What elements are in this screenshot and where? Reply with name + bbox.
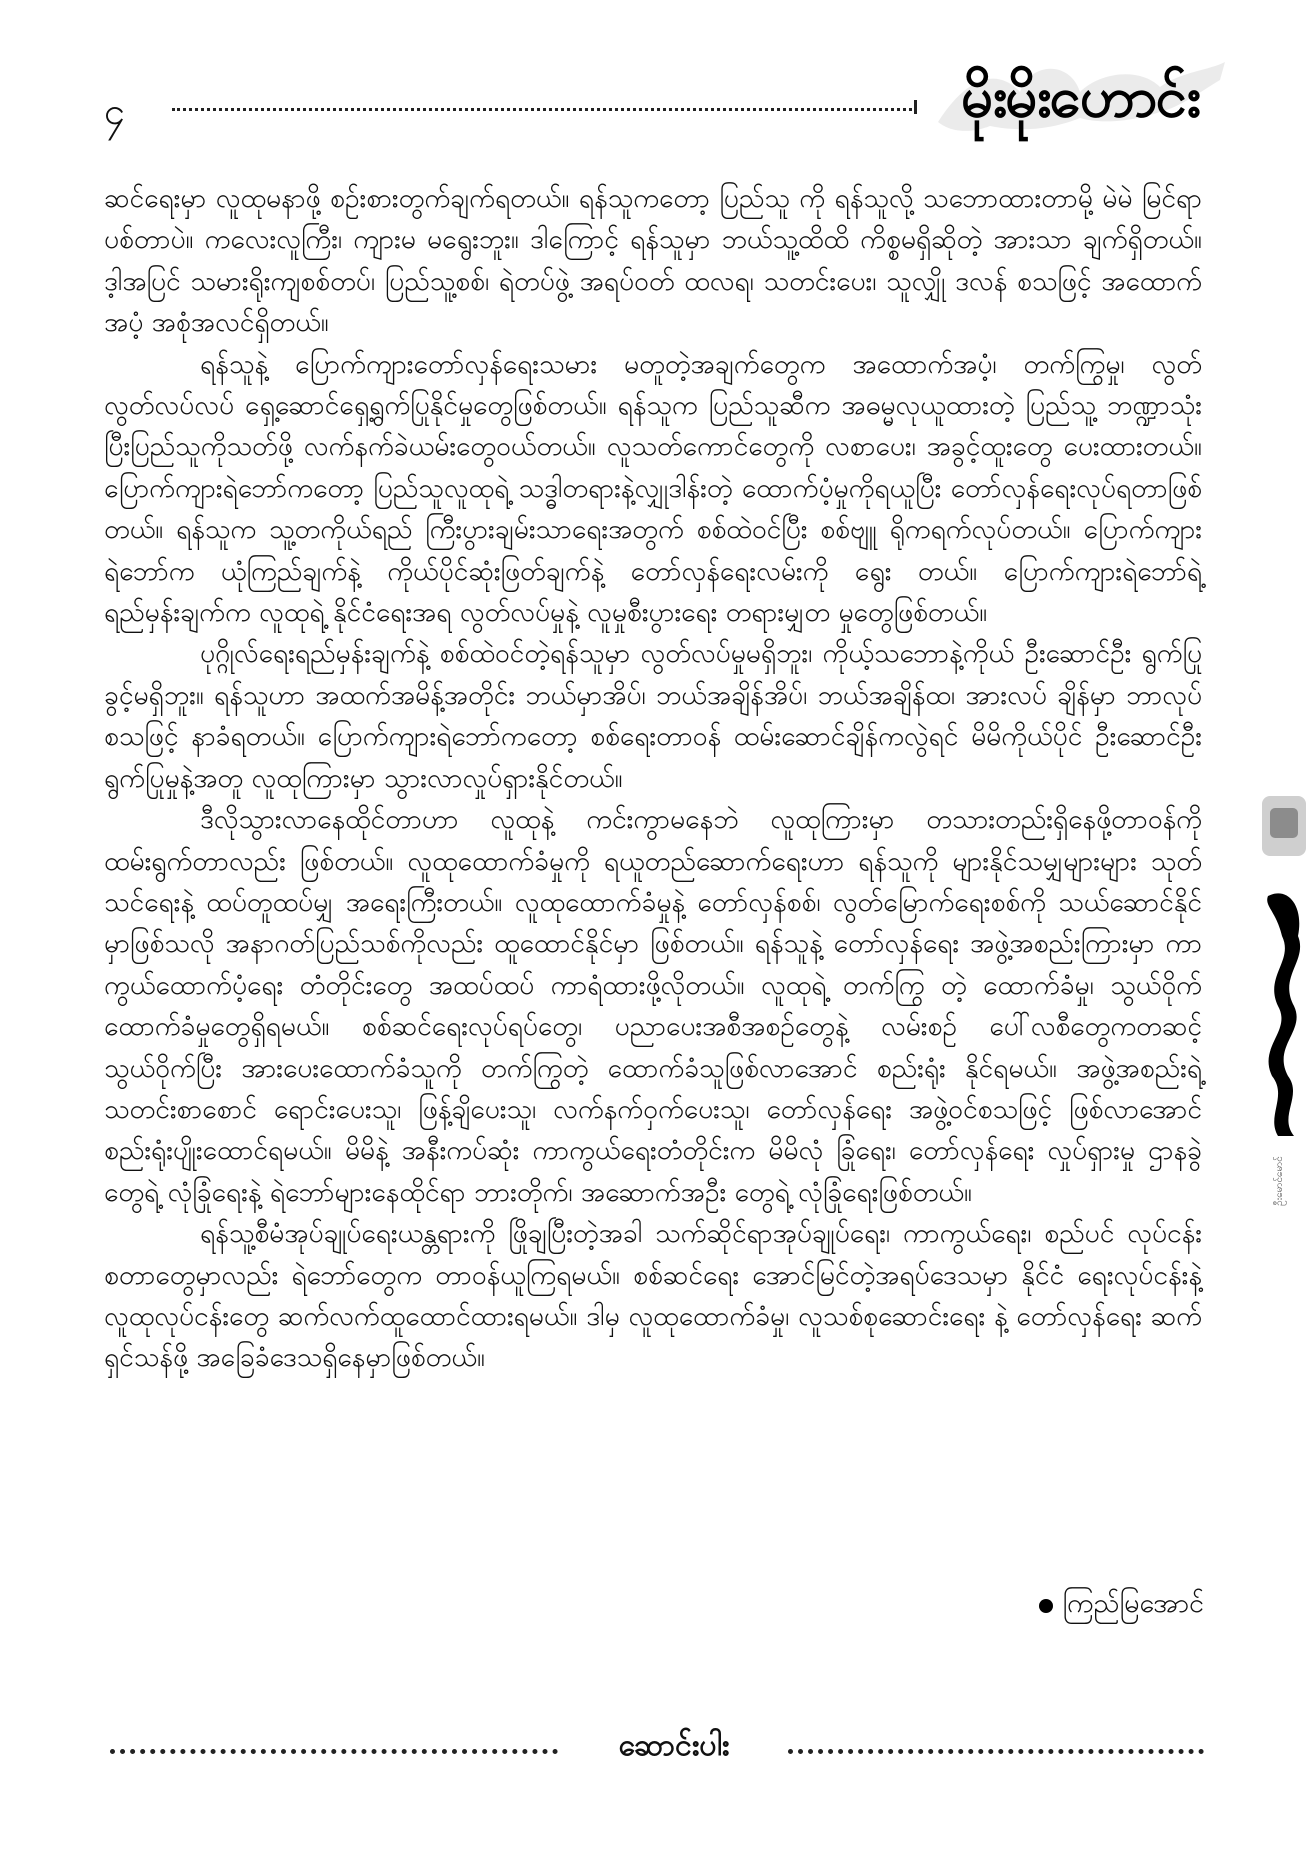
- author-byline: [1039, 1586, 1205, 1626]
- side-logo-text: ဦးမောင်မောင်: [1274, 1156, 1285, 1206]
- header-rule-end: [914, 100, 917, 114]
- masthead-logo: [930, 52, 1230, 142]
- footer-dotted-rule-right: [788, 1749, 1204, 1754]
- article-paragraph: ဆင်ရေးမှာ လူထုမနာဖို့ စဉ်းစားတွက်ချက်ရတယ်။ ရန်သူကတော့ ပြည်သူ ကို ရန်သူလို့ သဘောထားတာမို့ မဲမဲ မြင်ရာပစ်တာပဲ။ ကလေးလူကြီး၊ ကျားမ မရွေးဘူး။ ဒါကြောင့် ရန်သူမှာ ဘယ်သူ့ထိထိ ကိစ္စမရှိဆိုတဲ့ အားသာ ချက်ရှိတယ်။ ဒ့ါအပြင် သမားရိုးကျစစ်တပ်၊ ပြည်သူ့စစ်၊ ရဲတပ်ဖွဲ့ အရပ်ဝတ် ထလရ၊ သတင်းပေး၊ သူလျှို ဒလန် စသဖြင့် အထောက်အပံ့ အစုံအလင်ရှိတယ်။: [104, 183, 1202, 339]
- article-paragraph: ပုဂ္ဂိုလ်ရေးရည်မှန်းချက်နဲ့ စစ်ထဲဝင်တဲ့ရန်သူမှာ လွတ်လပ်မှုမရှိဘူး၊ ကိုယ့်သဘောနဲ့ကိုယ် ဦးဆောင်ဦး ရွက်ပြုခွင့်မရှိဘူး။ ရန်သူဟာ အထက်အမိန့်အတိုင်း ဘယ်မှာအိပ်၊ ဘယ်အချိန်အိပ်၊ ဘယ်အချိန်ထ၊ အားလပ် ချိန်မှာ ဘာလုပ် စသဖြင့် နာခံရတယ်။ ပြောက်ကျားရဲဘော်ကတော့ စစ်ရေးတာဝန် ထမ်းဆောင်ချိန်ကလွဲရင် မိမိကိုယ်ပိုင် ဦးဆောင်ဦးရွက်ပြုမှုနဲ့အတူ လူထုကြားမှာ သွားလာလှုပ်ရှားနိုင်တယ်။: [104, 638, 1202, 794]
- article-paragraph: ရန်သူ့စီမံအုပ်ချုပ်ရေးယန္တရားကို ဖြိုချပြီးတဲ့အခါ သက်ဆိုင်ရာအုပ်ချုပ်ရေး၊ ကာကွယ်ရေး၊ စည်ပင် လုပ်ငန်း စတာတွေမှာလည်း ရဲဘော်တွေက တာဝန်ယူကြရမယ်။ စစ်ဆင်ရေး အောင်မြင်တဲ့အရပ်ဒေသမှာ နိုင်ငံ ရေးလုပ်ငန်းနဲ့ လူထုလုပ်ငန်းတွေ ဆက်လက်ထူထောင်ထားရမယ်။ ဒါမှ လူထုထောက်ခံမှု၊ လူသစ်စုဆောင်းရေး နဲ့ တော်လှန်ရေး ဆက်ရှင်သန်ဖို့ အခြေခံဒေသရှိနေမှာဖြစ်တယ်။: [104, 1218, 1202, 1374]
- side-column-logo: [1248, 786, 1316, 1206]
- page-number: ၄: [104, 89, 126, 133]
- masthead-title: မိုးမိုးဟောင်း: [961, 64, 1199, 130]
- side-logo-graphic: [1248, 786, 1316, 1206]
- footer-dotted-rule-left: [110, 1749, 558, 1754]
- article-paragraph: ရန်သူနဲ့ ပြောက်ကျားတော်လှန်ရေးသမား မတူတဲ့အချက်တွေက အထောက်အပံ့၊ တက်ကြွမှု၊ လွတ် လွတ်လပ်လပ် ရှေ့ဆောင်ရှေ့ရွက်ပြုနိုင်မှုတွေဖြစ်တယ်။ ရန်သူက ပြည်သူဆီက အဓမ္မလုယူထားတဲ့ ပြည်သူ့ ဘဏ္ဍာသုံးပြီးပြည်သူကိုသတ်ဖို့ လက်နက်ခဲယမ်းတွေဝယ်တယ်။ လူသတ်ကောင်တွေကို လစာပေး၊ အခွင့်ထူးတွေ ပေးထားတယ်။ ပြောက်ကျားရဲဘော်ကတော့ ပြည်သူလူထုရဲ့ သဒ္ဓါတရားနဲ့လျှုဒါန်းတဲ့ ထောက်ပံ့မှုကိုရယူပြီး တော်လှန်ရေးလုပ်ရတာဖြစ်တယ်။ ရန်သူက သူ့တကိုယ်ရည် ကြီးပွားချမ်းသာရေးအတွက် စစ်ထဲဝင်ပြီး စစ်ဗျူ ရိုကရက်လုပ်တယ်။ ပြောက်ကျားရဲဘော်က ယုံကြည်ချက်နဲ့ ကိုယ်ပိုင်ဆုံးဖြတ်ချက်နဲ့ တော်လှန်ရေးလမ်းကို ရွေး တယ်။ ပြောက်ကျားရဲဘော်ရဲ့ ရည်မှန်းချက်က လူထုရဲ့ နိုင်ငံရေးအရ လွတ်လပ်မှုနဲ့ လူမှုစီးပွားရေး တရားမျှတ မှုတွေဖြစ်တယ်။: [104, 348, 1202, 629]
- author-name: ကြည်မြအောင်: [1062, 1588, 1204, 1619]
- article-body: [104, 178, 1202, 1379]
- bullet-icon: [1039, 1599, 1053, 1613]
- section-label: ဆောင်းပါး: [618, 1728, 730, 1763]
- header-dotted-rule: [172, 108, 912, 111]
- article-paragraph: ဒီလိုသွားလာနေထိုင်တာဟာ လူထုနဲ့ ကင်းကွာမနေဘဲ လူထုကြားမှာ တသားတည်းရှိနေဖို့တာဝန်ကို ထမ်းရွက်တာလည်း ဖြစ်တယ်။ လူထုထောက်ခံမှုကို ရယူတည်ဆောက်ရေးဟာ ရန်သူကို များနိုင်သမျှများများ သုတ် သင်ရေးနဲ့ ထပ်တူထပ်မျှ အရေးကြီးတယ်။ လူထုထောက်ခံမှုနဲ့ တော်လှန်စစ်၊ လွတ်မြောက်ရေးစစ်ကို သယ်ဆောင်နိုင်မှာဖြစ်သလို အနာဂတ်ပြည်သစ်ကိုလည်း ထူထောင်နိုင်မှာ ဖြစ်တယ်။ ရန်သူနဲ့ တော်လှန်ရေး အဖွဲ့အစည်းကြားမှာ ကာကွယ်ထောက်ပံ့ရေး တံတိုင်းတွေ အထပ်ထပ် ကာရံထားဖို့လိုတယ်။ လူထုရဲ့ တက်ကြွ တဲ့ ထောက်ခံမှု၊ သွယ်ဝိုက်ထောက်ခံမှုတွေရှိရမယ်။ စစ်ဆင်ရေးလုပ်ရပ်တွေ၊ ပညာပေးအစီအစဉ်တွေနဲ့ လမ်းစဉ် ပေါ်လစီတွေကတဆင့် သွယ်ဝိုက်ပြီး အားပေးထောက်ခံသူကို တက်ကြွတဲ့ ထောက်ခံသူဖြစ်လာအောင် စည်းရုံး နိုင်ရမယ်။ အဖွဲ့အစည်းရဲ့ သတင်းစာစောင် ရောင်းပေးသူ၊ ဖြန့်ချိပေးသူ၊ လက်နက်ဝှက်ပေးသူ၊ တော်လှန်ရေး အဖွဲ့ဝင်စသဖြင့် ဖြစ်လာအောင် စည်းရုံးပျိုးထောင်ရမယ်။ မိမိနဲ့ အနီးကပ်ဆုံး ကာကွယ်ရေးတံတိုင်းက မိမိလုံ ခြုံရေး၊ တော်လှန်ရေး လှုပ်ရှားမှု ဌာနခွဲတွေရဲ့ လုံခြုံရေးနဲ့ ရဲဘော်များနေထိုင်ရာ ဘားတိုက်၊ အဆောက်အဦး တွေရဲ့ လုံခြုံရေးဖြစ်တယ်။: [104, 804, 1202, 1208]
